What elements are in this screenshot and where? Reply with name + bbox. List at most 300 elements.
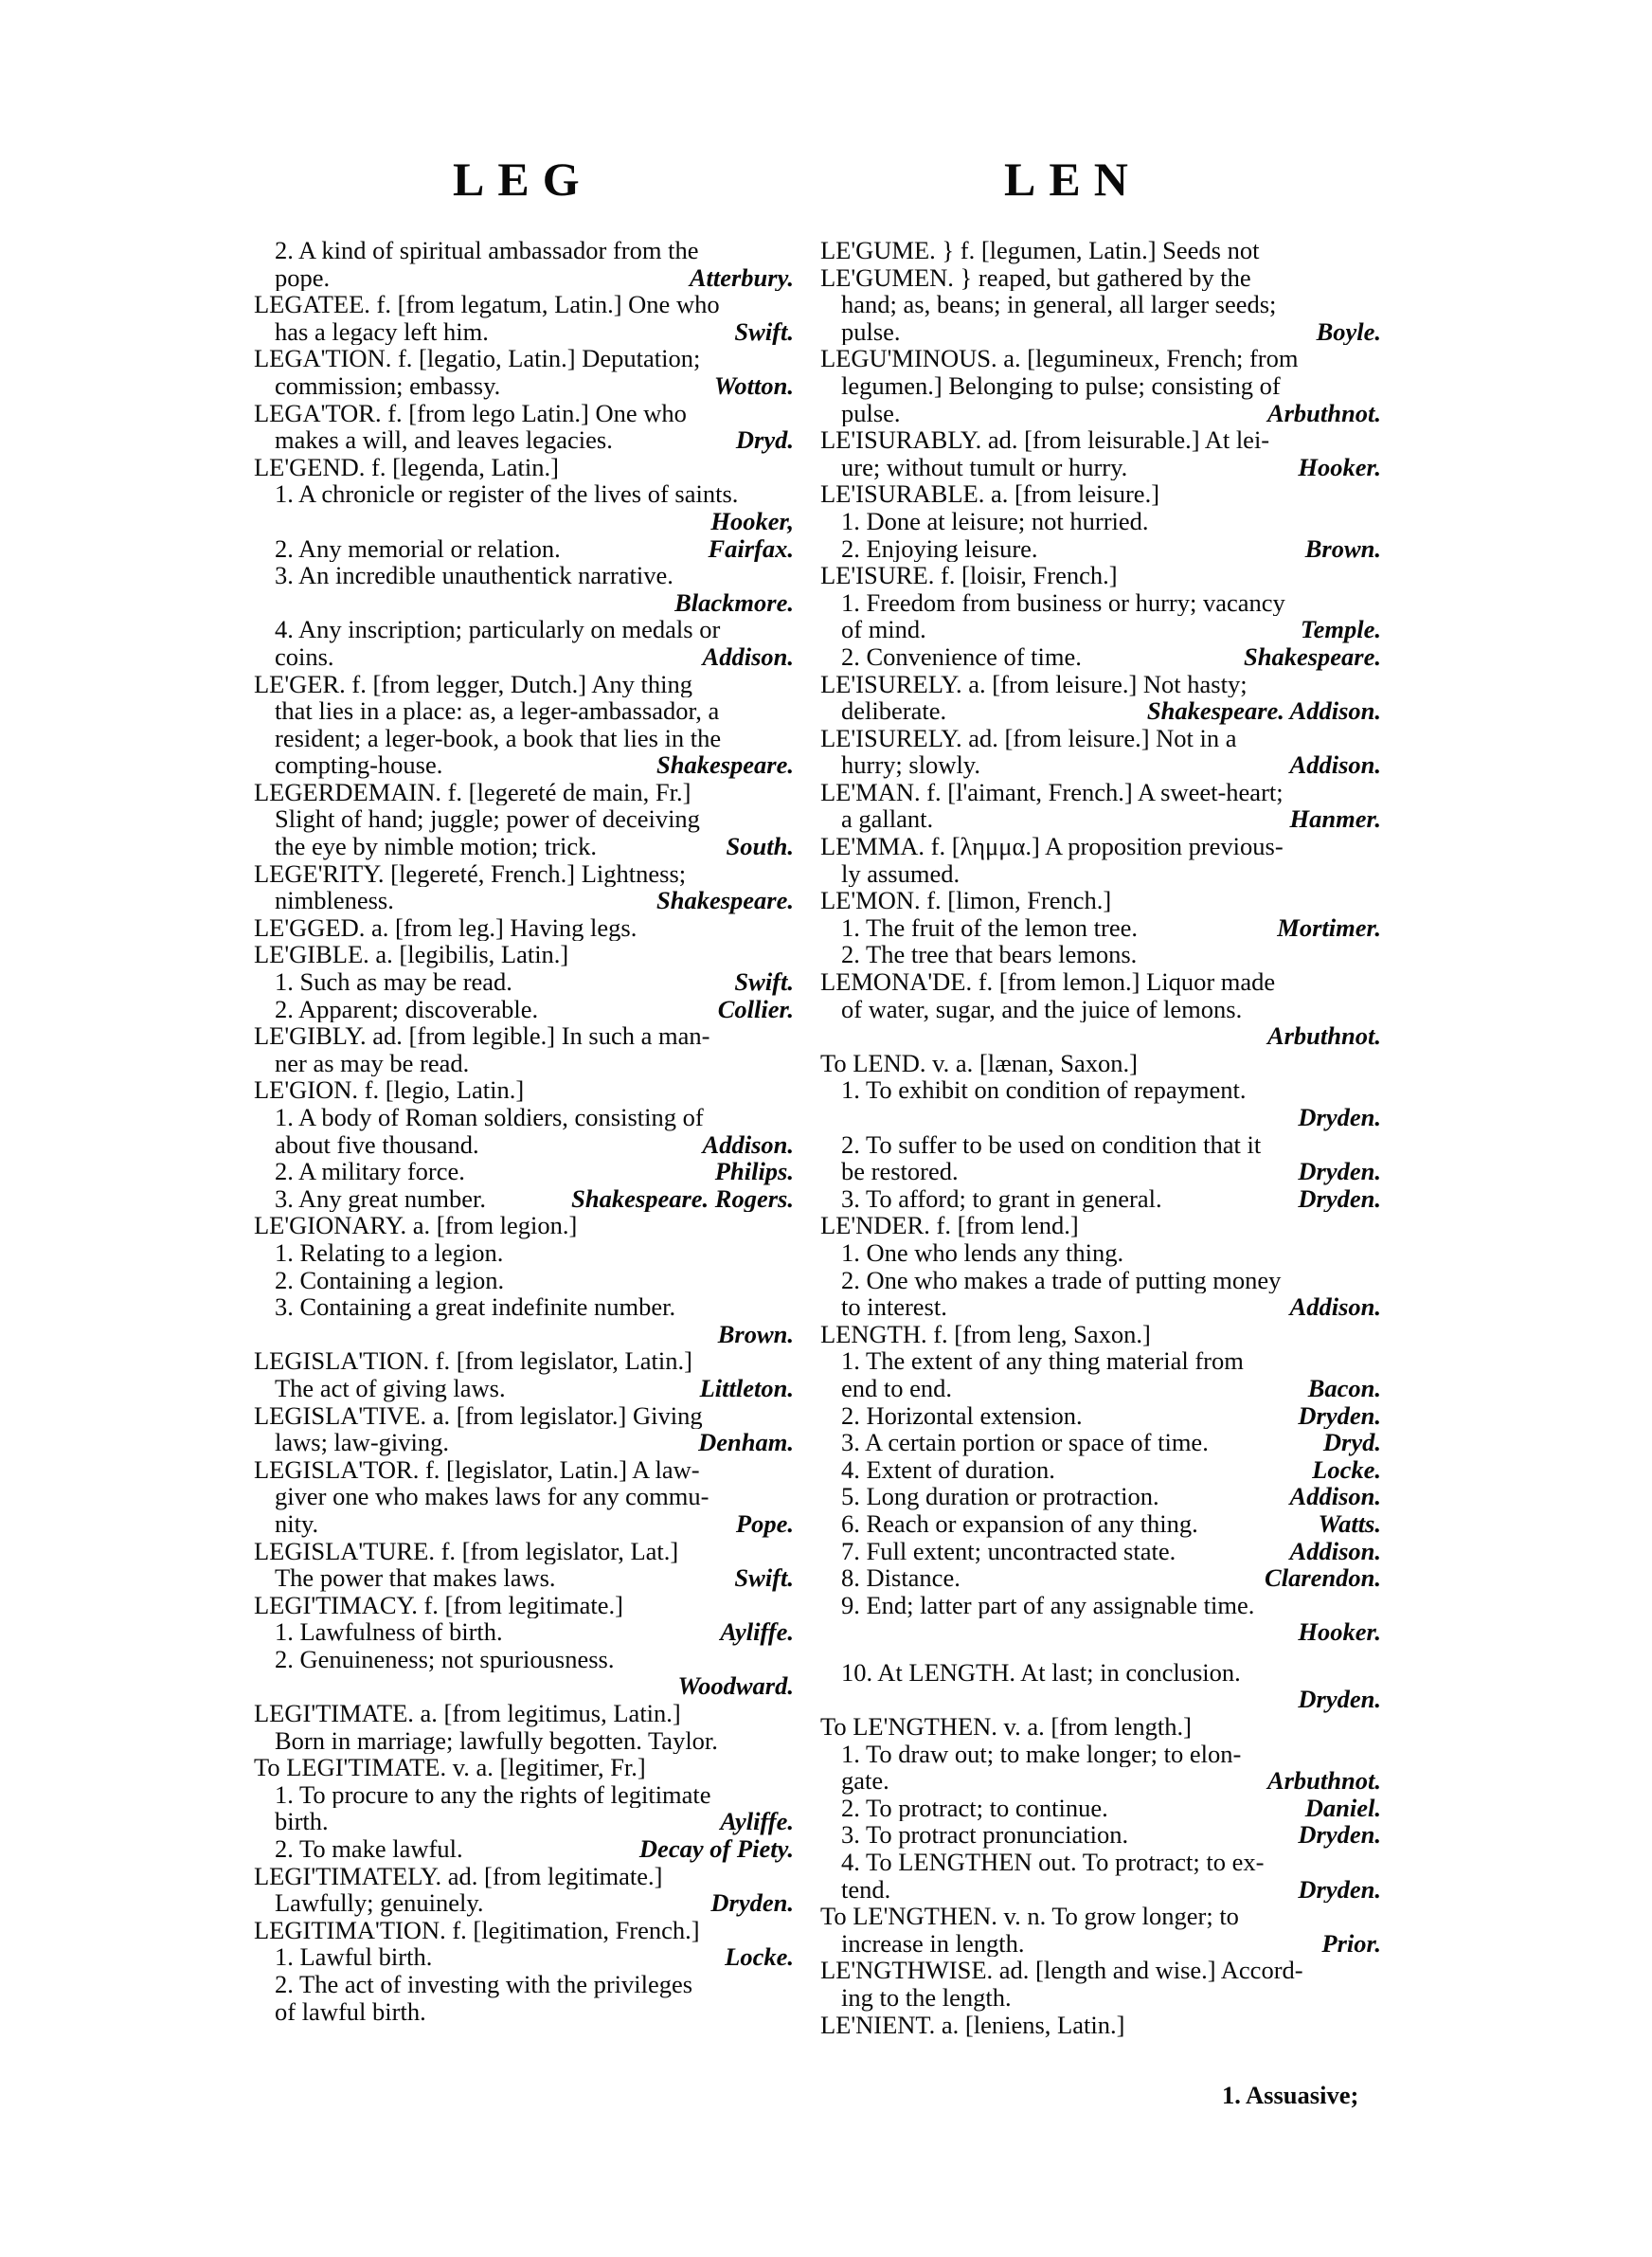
- citation-source: Temple.: [1300, 616, 1381, 643]
- dictionary-line: [820, 480, 1381, 508]
- definition-text: 3. To afford; to grant in general.: [841, 1184, 1162, 1213]
- dictionary-line: [820, 725, 1381, 752]
- dictionary-line: [254, 805, 794, 833]
- definition-text: 1. A body of Roman soldiers, consisting of: [275, 1104, 704, 1131]
- dictionary-line: [820, 1821, 1381, 1849]
- dictionary-line: [820, 887, 1381, 914]
- dictionary-line: [820, 1849, 1381, 1876]
- citation-source: Shakespeare.: [655, 751, 794, 779]
- citation-source: Dryden.: [710, 1889, 794, 1917]
- dictionary-line: [254, 697, 794, 725]
- citation-source: Addison.: [1289, 1483, 1381, 1510]
- dictionary-line: [254, 1131, 794, 1159]
- dictionary-line: [254, 1727, 794, 1755]
- dictionary-line: [254, 643, 794, 671]
- citation-source: Ayliffe.: [720, 1618, 794, 1646]
- dictionary-line: [254, 1429, 794, 1456]
- dictionary-line: [820, 860, 1381, 888]
- definition-text: 2. Apparent; discoverable.: [275, 995, 539, 1023]
- dictionary-line: [820, 914, 1381, 942]
- dictionary-line: [254, 941, 794, 968]
- definition-text: laws; law-giving.: [275, 1429, 449, 1456]
- definition-text: 2. To protract; to continue.: [841, 1794, 1108, 1822]
- citation-source: Shakespeare. Addison.: [1146, 697, 1381, 725]
- dictionary-line: [820, 237, 1381, 264]
- definition-text: 2. One who makes a trade of putting money: [841, 1266, 1282, 1294]
- citation-source: Arbuthnot.: [1266, 1022, 1381, 1050]
- dictionary-line: [820, 833, 1381, 860]
- dictionary-line: [254, 725, 794, 752]
- citation-source: Dryden.: [1298, 1686, 1381, 1714]
- dictionary-line: [820, 1402, 1381, 1430]
- definition-text: The act of giving laws.: [275, 1374, 506, 1402]
- dictionary-line: [820, 508, 1381, 535]
- definition-text: LE'ISURE. f. [loisir, French.]: [820, 562, 1118, 589]
- citation-source: Dryd.: [735, 426, 794, 454]
- definition-text: pulse.: [841, 317, 901, 346]
- citation-source: Clarendon.: [1265, 1564, 1381, 1592]
- definition-text: LE'GIBLE. a. [legibilis, Latin.]: [254, 941, 569, 969]
- definition-text: birth.: [275, 1808, 329, 1836]
- dictionary-line: [254, 1212, 794, 1239]
- dictionary-line: [254, 1943, 794, 1971]
- definition-text: of lawful birth.: [275, 1997, 426, 2026]
- definition-text: 1. Lawful birth.: [275, 1943, 433, 1971]
- definition-text: To LE'NGTHEN. v. a. [from length.]: [820, 1713, 1192, 1741]
- dictionary-line: [254, 1808, 794, 1835]
- dictionary-line: [820, 264, 1381, 292]
- definition-text: LEGATEE. f. [from legatum, Latin.] One who: [254, 291, 720, 318]
- dictionary-line: [820, 1564, 1381, 1592]
- citation-source: Dryden.: [1298, 1184, 1381, 1213]
- definition-text: 2. The tree that bears lemons.: [841, 941, 1138, 969]
- dictionary-line: [254, 1267, 794, 1294]
- dictionary-line: [254, 480, 794, 508]
- citation-source: Dryden.: [1298, 1875, 1381, 1904]
- dictionary-line: [820, 1456, 1381, 1484]
- dictionary-line: [254, 1347, 794, 1375]
- definition-text: 1. Done at leisure; not hurried.: [841, 507, 1149, 535]
- citation-source: Boyle.: [1316, 317, 1381, 346]
- citation-source: Woodward.: [677, 1672, 794, 1701]
- definition-text: LE'NDER. f. [from lend.]: [820, 1212, 1079, 1239]
- dictionary-line: [254, 914, 794, 942]
- dictionary-line: [254, 237, 794, 264]
- definition-text: the eye by nimble motion; trick.: [275, 833, 598, 860]
- definition-text: of water, sugar, and the juice of lemons.: [841, 995, 1243, 1023]
- dictionary-line: [820, 372, 1381, 400]
- dictionary-line: [254, 1998, 794, 2026]
- dictionary-line: [820, 2012, 1381, 2039]
- definition-text: legumen.] Belonging to pulse; consisting of: [841, 371, 1281, 400]
- dictionary-line: [820, 805, 1381, 833]
- dictionary-line: [820, 535, 1381, 563]
- definition-text: To LE'NGTHEN. v. n. To grow longer; to: [820, 1903, 1239, 1930]
- definition-text: ner as may be read.: [275, 1049, 470, 1077]
- definition-text: increase in length.: [841, 1929, 1025, 1958]
- definition-text: 2. Horizontal extension.: [841, 1401, 1083, 1430]
- dictionary-line: [254, 589, 794, 617]
- definition-text: LEGISLA'TURE. f. [from legislator, Lat.]: [254, 1537, 679, 1565]
- citation-source: Littleton.: [699, 1374, 794, 1402]
- citation-source: Dryd.: [1322, 1429, 1381, 1456]
- citation-source: Shakespeare. Rogers.: [571, 1184, 794, 1213]
- definition-text: 1. To procure to any the rights of legitimate: [275, 1780, 711, 1809]
- definition-text: 9. End; latter part of any assignable time.: [841, 1591, 1255, 1619]
- definition-text: To LEND. v. a. [lænan, Saxon.]: [820, 1049, 1138, 1077]
- dictionary-line: [254, 1889, 794, 1917]
- dictionary-line: [254, 1754, 794, 1781]
- catchword: 1. Assuasive;: [1222, 2081, 1359, 2109]
- citation-source: Decay of Piety.: [638, 1835, 794, 1863]
- dictionary-line: [820, 426, 1381, 454]
- definition-text: compting-house.: [275, 751, 443, 779]
- definition-text: LEGITIMA'TION. f. [legitimation, French.]: [254, 1916, 700, 1944]
- definition-text: LE'ISURELY. ad. [from leisure.] Not in a: [820, 724, 1237, 752]
- citation-source: Hooker.: [1298, 453, 1381, 481]
- dictionary-line: [820, 1618, 1381, 1646]
- definition-text: LEGI'TIMATE. a. [from legitimus, Latin.]: [254, 1700, 681, 1727]
- dictionary-line: [820, 941, 1381, 968]
- citation-source: Collier.: [717, 995, 794, 1023]
- dictionary-line: [820, 1375, 1381, 1402]
- definition-text: 1. The fruit of the lemon tree.: [841, 913, 1138, 942]
- dictionary-line: [254, 1618, 794, 1646]
- citation-source: Blackmore.: [674, 588, 794, 617]
- definition-text: LEGE'RITY. [legereté, French.] Lightness;: [254, 859, 687, 888]
- definition-text: 1. To draw out; to make longer; to elon-: [841, 1740, 1242, 1768]
- definition-text: LE'NGTHWISE. ad. [length and wise.] Accord-: [820, 1957, 1303, 1984]
- dictionary-line: [820, 1903, 1381, 1930]
- citation-source: Pope.: [735, 1509, 794, 1538]
- dictionary-line: [254, 1293, 794, 1321]
- definition-text: [275, 1672, 281, 1700]
- citation-source: South.: [726, 833, 794, 860]
- definition-text: ure; without tumult or hurry.: [841, 453, 1128, 481]
- dictionary-line: [254, 1510, 794, 1538]
- dictionary-line: [254, 372, 794, 400]
- definition-text: 3. Any great number.: [275, 1184, 486, 1213]
- citation-source: Locke.: [725, 1943, 794, 1971]
- definition-text: 7. Full extent; uncontracted state.: [841, 1537, 1176, 1565]
- dictionary-line: [820, 1767, 1381, 1795]
- dictionary-line: [820, 1510, 1381, 1538]
- dictionary-line: [820, 345, 1381, 372]
- definition-text: 2. Genuineness; not spuriousness.: [275, 1645, 615, 1673]
- definition-text: To LEGI'TIMATE. v. a. [legitimer, Fr.]: [254, 1754, 646, 1781]
- dictionary-line: [254, 1321, 794, 1348]
- definition-text: gate.: [841, 1767, 889, 1795]
- definition-text: LE'GEND. f. [legenda, Latin.]: [254, 453, 559, 481]
- definition-text: 1. One who lends any thing.: [841, 1238, 1124, 1267]
- dictionary-line: [254, 291, 794, 318]
- definition-text: 2. Containing a legion.: [275, 1266, 505, 1294]
- definition-text: 3. An incredible unauthentick narrative.: [275, 562, 673, 589]
- definition-text: [841, 1686, 848, 1713]
- dictionary-line: [254, 1835, 794, 1863]
- dictionary-line: [820, 1686, 1381, 1713]
- definition-text: hurry; slowly.: [841, 751, 980, 779]
- dictionary-line: [820, 1293, 1381, 1321]
- dictionary-line: [820, 454, 1381, 481]
- dictionary-line: [254, 1185, 794, 1213]
- definition-text: 1. Lawfulness of birth.: [275, 1618, 503, 1646]
- definition-text: commission; embassy.: [275, 371, 501, 400]
- dictionary-line: [820, 697, 1381, 725]
- definition-text: The power that makes laws.: [275, 1564, 556, 1592]
- definition-text: to interest.: [841, 1293, 947, 1321]
- definition-text: 2. Enjoying leisure.: [841, 534, 1038, 563]
- running-head-left: LEG: [453, 153, 593, 206]
- dictionary-line: [820, 751, 1381, 779]
- citation-source: Dryden.: [1298, 1104, 1381, 1131]
- citation-source: Shakespeare.: [655, 887, 794, 914]
- definition-text: tend.: [841, 1875, 891, 1904]
- citation-source: Daniel.: [1304, 1794, 1381, 1822]
- definition-text: 2. A kind of spiritual ambassador from the: [275, 237, 699, 264]
- definition-text: 2. To suffer to be used on condition that it: [841, 1130, 1262, 1159]
- definition-text: LE'MMA. f. [λημμα.] A proposition previous-: [820, 833, 1284, 860]
- citation-source: Swift.: [734, 1564, 794, 1592]
- definition-text: 1. Relating to a legion.: [275, 1238, 504, 1267]
- citation-source: Hooker,: [710, 507, 794, 535]
- definition-text: LEGERDEMAIN. f. [legereté de main, Fr.]: [254, 778, 691, 806]
- definition-text: 3. Containing a great indefinite number.: [275, 1293, 676, 1321]
- dictionary-line: [820, 562, 1381, 589]
- dictionary-line: [820, 1876, 1381, 1904]
- definition-text: LE'GIONARY. a. [from legion.]: [254, 1212, 578, 1239]
- definition-text: 3. A certain portion or space of time.: [841, 1429, 1209, 1456]
- right-column: [820, 237, 1381, 2038]
- dictionary-line: [254, 264, 794, 292]
- dictionary-line: [820, 1104, 1381, 1131]
- definition-text: pulse.: [841, 399, 901, 427]
- dictionary-line: [254, 1050, 794, 1077]
- dictionary-line: [820, 1741, 1381, 1768]
- definition-text: hand; as, beans; in general, all larger seeds;: [841, 291, 1277, 318]
- citation-source: Addison.: [1289, 751, 1381, 779]
- definition-text: 8. Distance.: [841, 1564, 961, 1592]
- dictionary-line: [254, 1672, 794, 1700]
- dictionary-line: [820, 1592, 1381, 1619]
- definition-text: LE'GUMEN. } reaped, but gathered by the: [820, 263, 1251, 292]
- definition-text: 2. Any memorial or relation.: [275, 534, 561, 563]
- dictionary-line: [254, 1592, 794, 1619]
- definition-text: Slight of hand; juggle; power of deceiving: [275, 805, 700, 834]
- definition-text: LE'GUME. } f. [legumen, Latin.] Seeds not: [820, 237, 1260, 264]
- dictionary-line: [254, 454, 794, 481]
- dictionary-line: [254, 345, 794, 372]
- dictionary-line: [254, 400, 794, 427]
- dictionary-line: [254, 968, 794, 996]
- definition-text: ing to the length.: [841, 1984, 1012, 2012]
- citation-source: Shakespeare.: [1243, 642, 1381, 671]
- citation-source: Hooker.: [1298, 1618, 1381, 1646]
- dictionary-line: [254, 616, 794, 643]
- dictionary-line: [254, 1239, 794, 1267]
- dictionary-line: [254, 1781, 794, 1809]
- dictionary-line: [254, 1863, 794, 1890]
- citation-source: Fairfax.: [708, 534, 794, 563]
- dictionary-line: [254, 318, 794, 346]
- dictionary-line: [254, 1022, 794, 1050]
- definition-text: 1. To exhibit on condition of repayment.: [841, 1076, 1247, 1104]
- dictionary-line: [254, 1375, 794, 1402]
- definition-text: LE'GGED. a. [from leg.] Having legs.: [254, 913, 637, 942]
- definition-text: LE'ISURABLE. a. [from leisure.]: [820, 480, 1160, 508]
- citation-source: Hanmer.: [1289, 805, 1381, 834]
- dictionary-line: [820, 1930, 1381, 1958]
- definition-text: 3. To protract pronunciation.: [841, 1821, 1129, 1850]
- definition-text: [275, 589, 281, 617]
- dictionary-line: [254, 1564, 794, 1592]
- definition-text: ly assumed.: [841, 859, 961, 888]
- dictionary-line: [254, 1971, 794, 1998]
- definition-text: LEGA'TOR. f. [from lego Latin.] One who: [254, 399, 687, 427]
- citation-source: Brown.: [717, 1320, 794, 1348]
- citation-source: Addison.: [702, 1130, 794, 1159]
- dictionary-line: [820, 1212, 1381, 1239]
- definition-text: Born in marriage; lawfully begotten. Taylor.: [275, 1726, 718, 1755]
- citation-source: Watts.: [1318, 1509, 1381, 1538]
- citation-source: Ayliffe.: [720, 1808, 794, 1836]
- dictionary-line: [820, 1267, 1381, 1294]
- dictionary-line: [254, 887, 794, 914]
- definition-text: LEGISLA'TOR. f. [legislator, Latin.] A law-: [254, 1455, 700, 1484]
- definition-text: end to end.: [841, 1374, 953, 1402]
- citation-source: Philips.: [714, 1158, 794, 1185]
- definition-text: of mind.: [841, 616, 926, 643]
- definition-text: [275, 508, 281, 535]
- dictionary-line: [820, 1022, 1381, 1050]
- definition-text: nity.: [275, 1509, 319, 1538]
- dictionary-line: [254, 1402, 794, 1430]
- dictionary-line: [820, 1076, 1381, 1104]
- citation-source: Wotton.: [713, 371, 794, 400]
- dictionary-line: [254, 996, 794, 1023]
- citation-source: Dryden.: [1298, 1158, 1381, 1185]
- dictionary-line: [254, 1646, 794, 1673]
- definition-text: [841, 1104, 848, 1131]
- definition-text: LEMONA'DE. f. [from lemon.] Liquor made: [820, 968, 1276, 996]
- dictionary-line: [820, 1659, 1381, 1687]
- definition-text: LE'NIENT. a. [leniens, Latin.]: [820, 2011, 1125, 2039]
- citation-source: Denham.: [698, 1429, 794, 1456]
- dictionary-line: [820, 1185, 1381, 1213]
- dictionary-line: [820, 1321, 1381, 1348]
- definition-text: deliberate.: [841, 697, 947, 725]
- dictionary-line: [254, 1076, 794, 1104]
- definition-text: a gallant.: [841, 805, 934, 834]
- definition-text: giver one who makes laws for any commu-: [275, 1483, 709, 1510]
- definition-text: LE'MON. f. [limon, French.]: [820, 887, 1112, 914]
- citation-source: Swift.: [734, 968, 794, 996]
- definition-text: that lies in a place: as, a leger-ambassador, a: [275, 697, 720, 725]
- citation-source: Brown.: [1304, 534, 1381, 563]
- definition-text: LEGI'TIMATELY. ad. [from legitimate.]: [254, 1862, 663, 1890]
- definition-text: [841, 1022, 848, 1050]
- definition-text: 4. To LENGTHEN out. To protract; to ex-: [841, 1849, 1265, 1876]
- dictionary-line: [820, 1158, 1381, 1185]
- definition-text: LEGI'TIMACY. f. [from legitimate.]: [254, 1591, 623, 1619]
- dictionary-line: [820, 1347, 1381, 1375]
- dictionary-line: [820, 1957, 1381, 1984]
- dictionary-line: [820, 291, 1381, 318]
- citation-source: Dryden.: [1298, 1401, 1381, 1430]
- dictionary-line: [254, 1456, 794, 1484]
- dictionary-line: [254, 671, 794, 698]
- dictionary-line: [254, 779, 794, 806]
- dictionary-line: [254, 1483, 794, 1510]
- dictionary-line: [254, 562, 794, 589]
- definition-text: LENGTH. f. [from leng, Saxon.]: [820, 1320, 1151, 1348]
- dictionary-line: [820, 1984, 1381, 2012]
- dictionary-line: [820, 318, 1381, 346]
- dictionary-line: [820, 671, 1381, 698]
- dictionary-line: [820, 400, 1381, 427]
- definition-text: coins.: [275, 642, 334, 671]
- dictionary-line: [820, 1713, 1381, 1741]
- definition-text: pope.: [275, 263, 331, 292]
- definition-text: LE'ISURABLY. ad. [from leisurable.] At lei-: [820, 426, 1270, 454]
- dictionary-line: [820, 589, 1381, 617]
- dictionary-line: [820, 1483, 1381, 1510]
- citation-source: Locke.: [1312, 1455, 1381, 1484]
- dictionary-line: [254, 508, 794, 535]
- dictionary-line: [254, 535, 794, 563]
- citation-source: Prior.: [1321, 1929, 1381, 1958]
- dictionary-line: [820, 1538, 1381, 1565]
- definition-text: LE'GION. f. [legio, Latin.]: [254, 1076, 525, 1104]
- definition-text: about five thousand.: [275, 1130, 479, 1159]
- dictionary-line: [820, 1429, 1381, 1456]
- definition-text: 2. Convenience of time.: [841, 642, 1082, 671]
- definition-text: LEGISLA'TION. f. [from legislator, Latin.]: [254, 1347, 692, 1375]
- definition-text: has a legacy left him.: [275, 317, 489, 346]
- dictionary-line: [254, 751, 794, 779]
- definition-text: 1. Freedom from business or hurry; vacancy: [841, 588, 1285, 617]
- citation-source: Swift.: [734, 317, 794, 346]
- dictionary-line: [254, 860, 794, 888]
- definition-text: nimbleness.: [275, 887, 394, 914]
- dictionary-line: [820, 643, 1381, 671]
- citation-source: Addison.: [1289, 1537, 1381, 1565]
- citation-source: Addison.: [702, 642, 794, 671]
- dictionary-line: [254, 833, 794, 860]
- citation-source: Dryden.: [1298, 1821, 1381, 1850]
- dictionary-line: [820, 779, 1381, 806]
- definition-text: [275, 1321, 281, 1348]
- dictionary-line: [254, 1158, 794, 1185]
- definition-text: LEGA'TION. f. [legatio, Latin.] Deputation;: [254, 345, 701, 372]
- definition-text: LE'GIBLY. ad. [from legible.] In such a man-: [254, 1022, 710, 1050]
- dictionary-line: [254, 1917, 794, 1944]
- definition-text: 4. Any inscription; particularly on medals or: [275, 616, 721, 643]
- dictionary-line: [254, 1700, 794, 1727]
- citation-source: Mortimer.: [1277, 913, 1381, 942]
- left-column: [254, 237, 794, 2025]
- definition-text: 1. A chronicle or register of the lives of saints.: [275, 480, 739, 508]
- definition-text: LE'GER. f. [from legger, Dutch.] Any thing: [254, 670, 692, 698]
- definition-text: LEGU'MINOUS. a. [legumineux, French; from: [820, 345, 1299, 372]
- definition-text: Lawfully; genuinely.: [275, 1889, 484, 1917]
- dictionary-line: [254, 1538, 794, 1565]
- definition-text: LEGISLA'TIVE. a. [from legislator.] Giving: [254, 1401, 703, 1430]
- definition-text: LE'MAN. f. [l'aimant, French.] A sweet-heart;: [820, 778, 1284, 806]
- citation-source: Arbuthnot.: [1266, 399, 1381, 427]
- dictionary-line: [820, 1795, 1381, 1822]
- definition-text: 1. The extent of any thing material from: [841, 1347, 1244, 1375]
